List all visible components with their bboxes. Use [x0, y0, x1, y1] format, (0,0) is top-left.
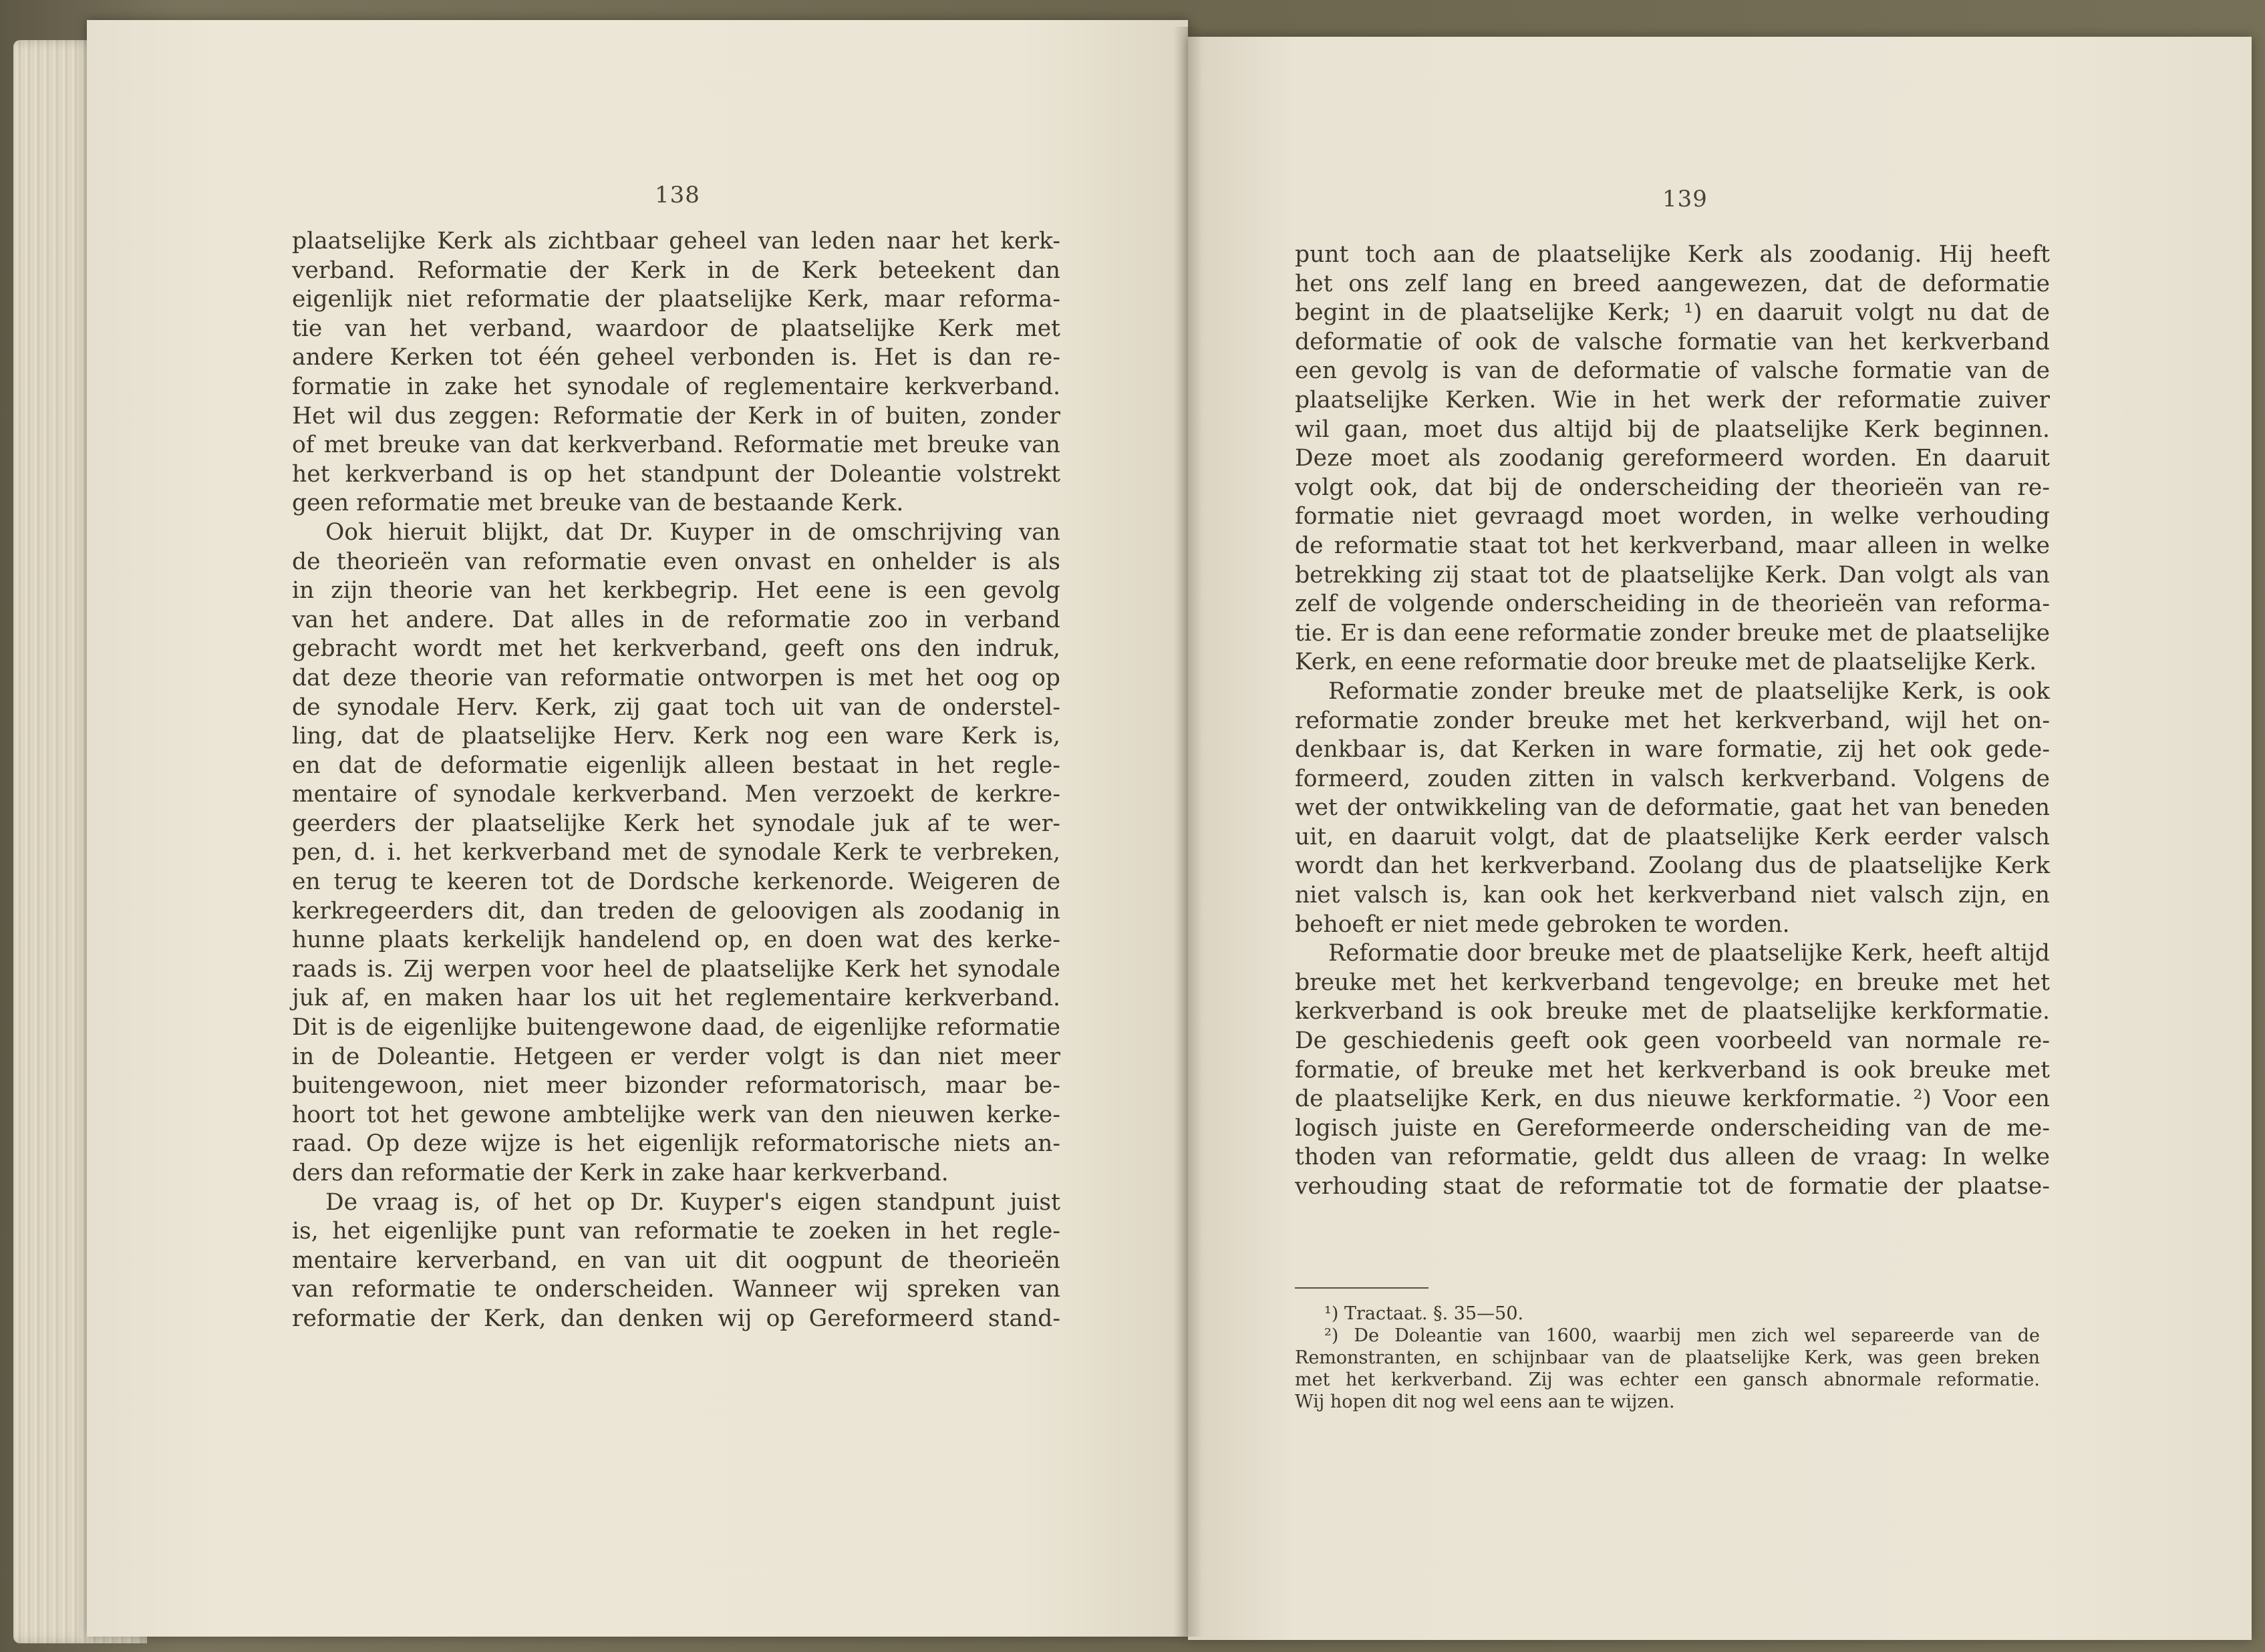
text-line: Kerk, en eene reformatie door breuke met de plaatselijke Kerk.: [1295, 649, 2037, 676]
text-line: van het andere. Dat alles in de reformatie zoo in verband: [292, 606, 1060, 633]
text-line: reformatie der Kerk, dan denken wij op Gereformeerd stand-: [292, 1305, 1060, 1332]
text-line: verhouding staat de reformatie tot de formatie der plaatse-: [1295, 1173, 2050, 1200]
text-line: zelf de volgende onderscheiding in de theorieën van reforma-: [1295, 591, 2050, 618]
text-line: de reformatie staat tot het kerkverband, maar alleen in welke: [1295, 532, 2050, 559]
text-line: in zijn theorie van het kerkbegrip. Het eene is een gevolg: [292, 577, 1060, 605]
book-gutter: [1173, 27, 1203, 1637]
text-line: formeerd, zouden zitten in valsch kerkverband. Volgens de: [1295, 765, 2050, 792]
text-line: begint in de plaatselijke Kerk; ¹) en daaruit volgt nu dat de: [1295, 299, 2050, 327]
left-page-number: 138: [655, 182, 700, 208]
text-line: Ook hieruit blijkt, dat Dr. Kuyper in de omschrijving van: [325, 518, 1060, 546]
text-line: tie. Er is dan eene reformatie zonder breuke met de plaatselijke: [1295, 619, 2050, 647]
text-line: plaatselijke Kerken. Wie in het werk der reformatie zuiver: [1295, 386, 2050, 414]
text-line: Deze moet als zoodanig gereformeerd worden. En daaruit: [1295, 445, 2050, 472]
text-line: deformatie of ook de valsche formatie van het kerkverband: [1295, 328, 2050, 355]
text-line: punt toch aan de plaatselijke Kerk als zoodanig. Hij heeft: [1295, 241, 2050, 268]
text-line: formatie in zake het synodale of reglementaire kerkverband.: [292, 373, 1060, 400]
footnote-line: Remonstranten, en schijnbaar van de plaatselijke Kerk, was geen breken: [1295, 1347, 2040, 1368]
text-line: hoort tot het gewone ambtelijke werk van den nieuwen kerke-: [292, 1101, 1060, 1128]
text-line: verband. Reformatie der Kerk in de Kerk beteekent dan: [292, 257, 1060, 284]
text-line: volgt ook, dat bij de onderscheiding der theorieën van re-: [1295, 474, 2050, 501]
text-line: het ons zelf lang en breed aangewezen, dat de deformatie: [1295, 270, 2050, 297]
footnote-line: met het kerkverband. Zij was echter een gansch abnormale reformatie.: [1295, 1369, 2040, 1390]
text-line: plaatselijke Kerk als zichtbaar geheel van leden naar het kerk-: [292, 228, 1060, 255]
text-line: geerders der plaatselijke Kerk het synodale juk af te wer-: [292, 810, 1060, 837]
right-page-number: 139: [1662, 186, 1708, 212]
text-line: het kerkverband is op het standpunt der Doleantie volstrekt: [292, 460, 1060, 488]
footnotes: [1295, 1303, 2040, 1413]
text-line: of met breuke van dat kerkverband. Reformatie met breuke van: [292, 432, 1060, 459]
footnote-rule: [1295, 1287, 1428, 1289]
text-line: formatie niet gevraagd moet worden, in welke verhouding: [1295, 503, 2050, 530]
text-line: Reformatie door breuke met de plaatselijke Kerk, heeft altijd: [1328, 940, 2050, 967]
text-line: is, het eigenlijke punt van reformatie te zoeken in het regle-: [292, 1218, 1060, 1245]
text-line: denkbaar is, dat Kerken in ware formatie, zij het ook gede-: [1295, 736, 2050, 764]
text-line: niet valsch is, kan ook het kerkverband niet valsch zijn, en: [1295, 882, 2050, 909]
text-line: de synodale Herv. Kerk, zij gaat toch uit van de onderstel-: [292, 693, 1060, 721]
text-line: logisch juiste en Gereformeerde onderscheiding van de me-: [1295, 1114, 2050, 1142]
text-line: raad. Op deze wijze is het eigenlijk reformatorische niets an-: [292, 1130, 1060, 1158]
text-line: formatie, of breuke met het kerkverband is ook breuke met: [1295, 1056, 2050, 1084]
text-line: wet der ontwikkeling van de deformatie, gaat het van beneden: [1295, 794, 2050, 822]
text-line: pen, d. i. het kerkverband met de synodale Kerk te verbreken,: [292, 839, 1060, 866]
text-line: in de Doleantie. Hetgeen er verder volgt is dan niet meer: [292, 1043, 1060, 1070]
text-line: ders dan reformatie der Kerk in zake haar kerkverband.: [292, 1160, 949, 1186]
text-line: wordt dan het kerkverband. Zoolang dus de plaatselijke Kerk: [1295, 852, 2050, 880]
text-line: betrekking zij staat tot de plaatselijke Kerk. Dan volgt als van: [1295, 561, 2050, 589]
text-line: geen reformatie met breuke van de bestaande Kerk.: [292, 490, 904, 517]
text-line: kerkregeerders dit, dan treden de geloovigen als zoodanig in: [292, 897, 1060, 925]
right-page-text: [1295, 240, 2050, 1202]
text-line: en terug te keeren tot de Dordsche kerkenorde. Weigeren de: [292, 868, 1060, 896]
text-line: kerkverband is ook breuke met de plaatselijke kerkformatie.: [1295, 998, 2050, 1025]
left-page-text: [292, 227, 1060, 1334]
text-line: tie van het verband, waardoor de plaatselijke Kerk met: [292, 315, 1060, 342]
text-line: van reformatie te onderscheiden. Wanneer wij spreken van: [292, 1276, 1060, 1303]
footnote-line: ²) De Doleantie van 1600, waarbij men zich wel separeerde van de: [1324, 1325, 2040, 1346]
text-line: mentaire of synodale kerkverband. Men verzoekt de kerkre-: [292, 781, 1060, 808]
text-line: behoeft er niet mede gebroken te worden.: [1295, 911, 1790, 938]
text-line: Dit is de eigenlijke buitengewone daad, de eigenlijke reformatie: [292, 1014, 1060, 1041]
text-line: ling, dat de plaatselijke Herv. Kerk nog een ware Kerk is,: [292, 723, 1060, 750]
text-line: raads is. Zij werpen voor heel de plaatselijke Kerk het synodale: [292, 955, 1060, 983]
text-line: De vraag is, of het op Dr. Kuyper's eigen standpunt juist: [325, 1188, 1060, 1216]
text-line: andere Kerken tot één geheel verbonden is. Het is dan re-: [292, 344, 1060, 371]
text-line: buitengewoon, niet meer bizonder reformatorisch, maar be-: [292, 1072, 1060, 1100]
text-line: en dat de deformatie eigenlijk alleen bestaat in het regle-: [292, 752, 1060, 779]
text-line: een gevolg is van de deformatie of valsche formatie van de: [1295, 357, 2050, 385]
text-line: de theorieën van reformatie even onvast en onhelder is als: [292, 548, 1060, 575]
footnote-line: Wij hopen dit nog wel eens aan te wijzen.: [1295, 1391, 1675, 1412]
text-line: Het wil dus zeggen: Reformatie der Kerk in of buiten, zonder: [292, 402, 1060, 430]
text-line: de plaatselijke Kerk, en dus nieuwe kerkformatie. ²) Voor een: [1295, 1086, 2050, 1113]
text-line: mentaire kerverband, en van uit dit oogpunt de theorieën: [292, 1247, 1060, 1274]
text-line: thoden van reformatie, geldt dus alleen de vraag: In welke: [1295, 1144, 2050, 1171]
text-line: eigenlijk niet reformatie der plaatselijke Kerk, maar reforma-: [292, 286, 1060, 313]
text-line: Reformatie zonder breuke met de plaatselijke Kerk, is ook: [1328, 677, 2050, 705]
text-line: De geschiedenis geeft ook geen voorbeeld van normale re-: [1295, 1027, 2050, 1055]
text-line: reformatie zonder breuke met het kerkverband, wijl het on-: [1295, 707, 2050, 734]
text-line: dat deze theorie van reformatie ontworpen is met het oog op: [292, 664, 1060, 691]
text-line: wil gaan, moet dus altijd bij de plaatselijke Kerk beginnen.: [1295, 416, 2050, 443]
footnote-line: ¹) Tractaat. §. 35—50.: [1324, 1303, 1524, 1324]
text-line: hunne plaats kerkelijk handelend op, en doen wat des kerke-: [292, 927, 1060, 954]
text-line: juk af, en maken haar los uit het reglementaire kerkverband.: [292, 985, 1060, 1012]
text-line: gebracht wordt met het kerkverband, geeft ons den indruk,: [292, 635, 1060, 663]
text-line: uit, en daaruit volgt, dat de plaatselijke Kerk eerder valsch: [1295, 823, 2050, 850]
text-line: breuke met het kerkverband tengevolge; en breuke met het: [1295, 969, 2050, 996]
